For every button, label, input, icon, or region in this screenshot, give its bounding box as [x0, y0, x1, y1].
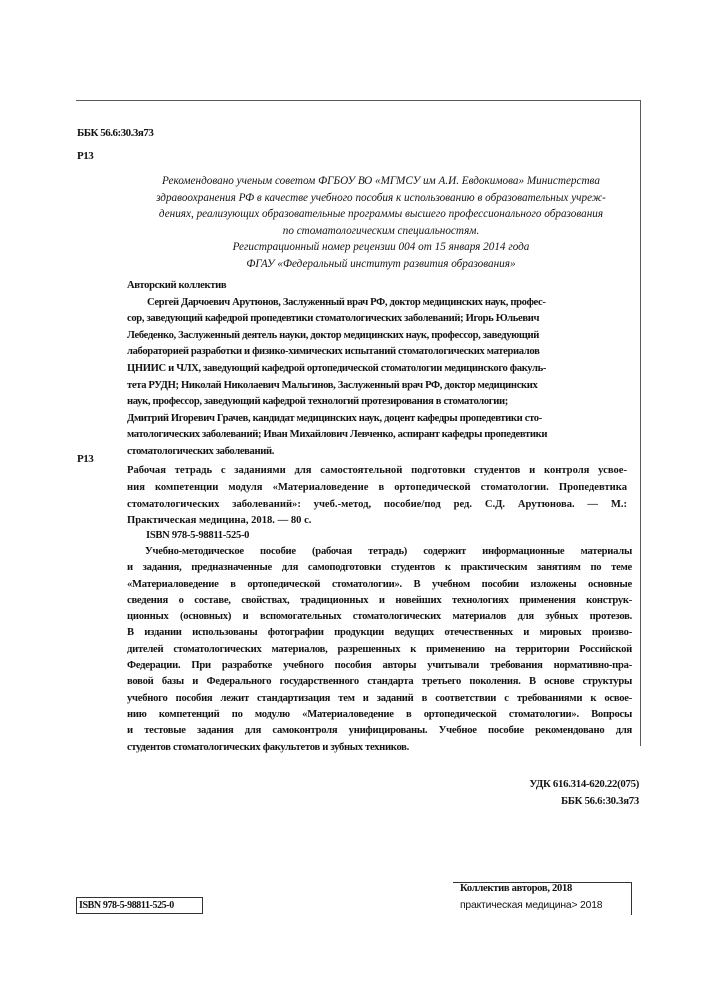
authors-heading: Авторский коллектив — [127, 280, 227, 291]
recommendation-line: здравоохранения РФ в качестве учебного пособия к использованию в образовательных учреж- — [156, 191, 606, 204]
authors-line: Дмитрий Игоревич Грачев, кандидат медицинских наук, доцент кафедры пропедевтики сто- — [127, 412, 542, 424]
copyright-publisher: практическая медицина> 2018 — [460, 900, 603, 911]
authors-line: сор, заведующий кафедрой пропедевтики стоматологических заболеваний; Игорь Юльевич — [127, 313, 540, 325]
abstract-line: «Материаловедение в ортопедической стоматологии». В учебном пособии изложены основные — [127, 578, 632, 590]
abstract-block — [127, 544, 632, 756]
abstract-line: ционных (основных) и вспомогательных стоматологических материалов для зубных протезов. — [127, 611, 632, 623]
udk-code: УДК 616.314-620.22(075) — [529, 778, 639, 790]
isbn-line: ISBN 978-5-98811-525-0 — [146, 530, 250, 541]
entry-line: стоматологических заболеваний»: учеб.-метод, пособие/под ред. С.Д. Арутюнова. — М.: — [127, 498, 627, 510]
recommendation-line: по стоматологическим специальностям. — [282, 224, 480, 237]
authors-block — [127, 278, 627, 461]
authors-line: Сергей Дарчоевич Арутюнов, Заслуженный врач РФ, доктор медицинских наук, профес- — [147, 296, 546, 308]
abstract-line: учебного пособия лежит стандартизация тем и заданий в соответствии с требованиями к освое- — [127, 692, 632, 704]
copyright-authors: Коллектив авторов, 2018 — [460, 883, 573, 894]
recommendation-line: Рекомендовано ученым советом ФГБОУ ВО «МГМСУ им А.И. Евдокимова» Министерства — [162, 175, 600, 187]
entry-line: Практическая медицина, 2018. — 80 с. — [127, 515, 312, 527]
abstract-line: и тестовые задания для самоконтроля унифицированы. Учебное пособие рекомендовано для — [127, 725, 632, 737]
authors-line: Лебеденко, Заслуженный деятель науки, доктор медицинских наук, профессор, заведующий — [127, 329, 539, 341]
abstract-line: Федерации. При разработке учебного пособия авторы учитывали требования нормативно-пра- — [127, 660, 632, 672]
recommendation-line: Регистрационный номер рецензии 004 от 15 января 2014 года — [232, 241, 530, 254]
abstract-line: вовой базы и Федерального государственного стандарта третьего поколения. В основе структуры — [127, 676, 632, 688]
entry-line: Рабочая тетрадь с заданиями для самостоятельной подготовки студентов и контроля усвое- — [127, 465, 627, 476]
authors-line: наук, профессор, заведующий кафедрой технологий протезирования в стоматологии; — [127, 396, 508, 408]
entry-line: ния компетенции модуля «Материаловедение в ортопедической стоматологии. Пропедевтика — [127, 481, 627, 493]
bbk-code: ББК 56.6:30.3я73 — [560, 795, 639, 807]
abstract-line: студентов стоматологических факультетов и зубных техников. — [127, 741, 409, 753]
abstract-line: сведения о составе, свойствах, традиционных и новейших технологиях применения конструк- — [127, 594, 632, 606]
author-mark-header: Р13 — [77, 150, 94, 162]
authors-line: лабораторией разработки и физико-химических испытаний стоматологических материалов — [127, 346, 540, 358]
footer-isbn-box: ISBN 978-5-98811-525-0 — [76, 897, 203, 914]
authors-line: стоматологических заболеваний. — [127, 445, 275, 457]
abstract-line: и задания, предназначенные для самоподготовки студентов к практическим занятиям по теме — [127, 562, 632, 574]
abstract-line: В издании использованы фотографии продукции ведущих отечественных и мировых произво- — [127, 627, 632, 639]
authors-line: тета РУДН; Николай Николаевич Мальгинов, Заслуженный врач РФ, доктор медицинских — [127, 379, 538, 391]
right-rule — [640, 100, 641, 746]
abstract-line: нию компетенций по модулю «Материаловедение в ортопедической стоматологии». Вопросы — [127, 708, 632, 720]
author-mark-entry: Р13 — [77, 453, 94, 465]
recommendation-line: дениях, реализующих образовательные программы высшего профессионального образования — [158, 208, 604, 221]
bibliographic-entry — [127, 463, 627, 530]
recommendation-line: ФГАУ «Федеральный институт развития образования» — [246, 257, 516, 270]
abstract-line: дителей стоматологических материалов, разрешенных к применению на территории Российской — [127, 643, 632, 655]
authors-line: ЦНИИС и ЧЛХ, заведующий кафедрой ортопедической стоматологии медицинского факуль- — [127, 362, 547, 374]
top-rule — [76, 100, 641, 101]
bbk-code-header: ББК 56.6:30.3я73 — [77, 127, 154, 139]
abstract-line: Учебно-методическое пособие (рабочая тетрадь) содержит информационные материалы — [145, 546, 632, 557]
recommendation-block — [134, 173, 628, 273]
authors-line: матологических заболеваний; Иван Михайлович Левченко, аспирант кафедры пропедевтики — [127, 429, 548, 441]
